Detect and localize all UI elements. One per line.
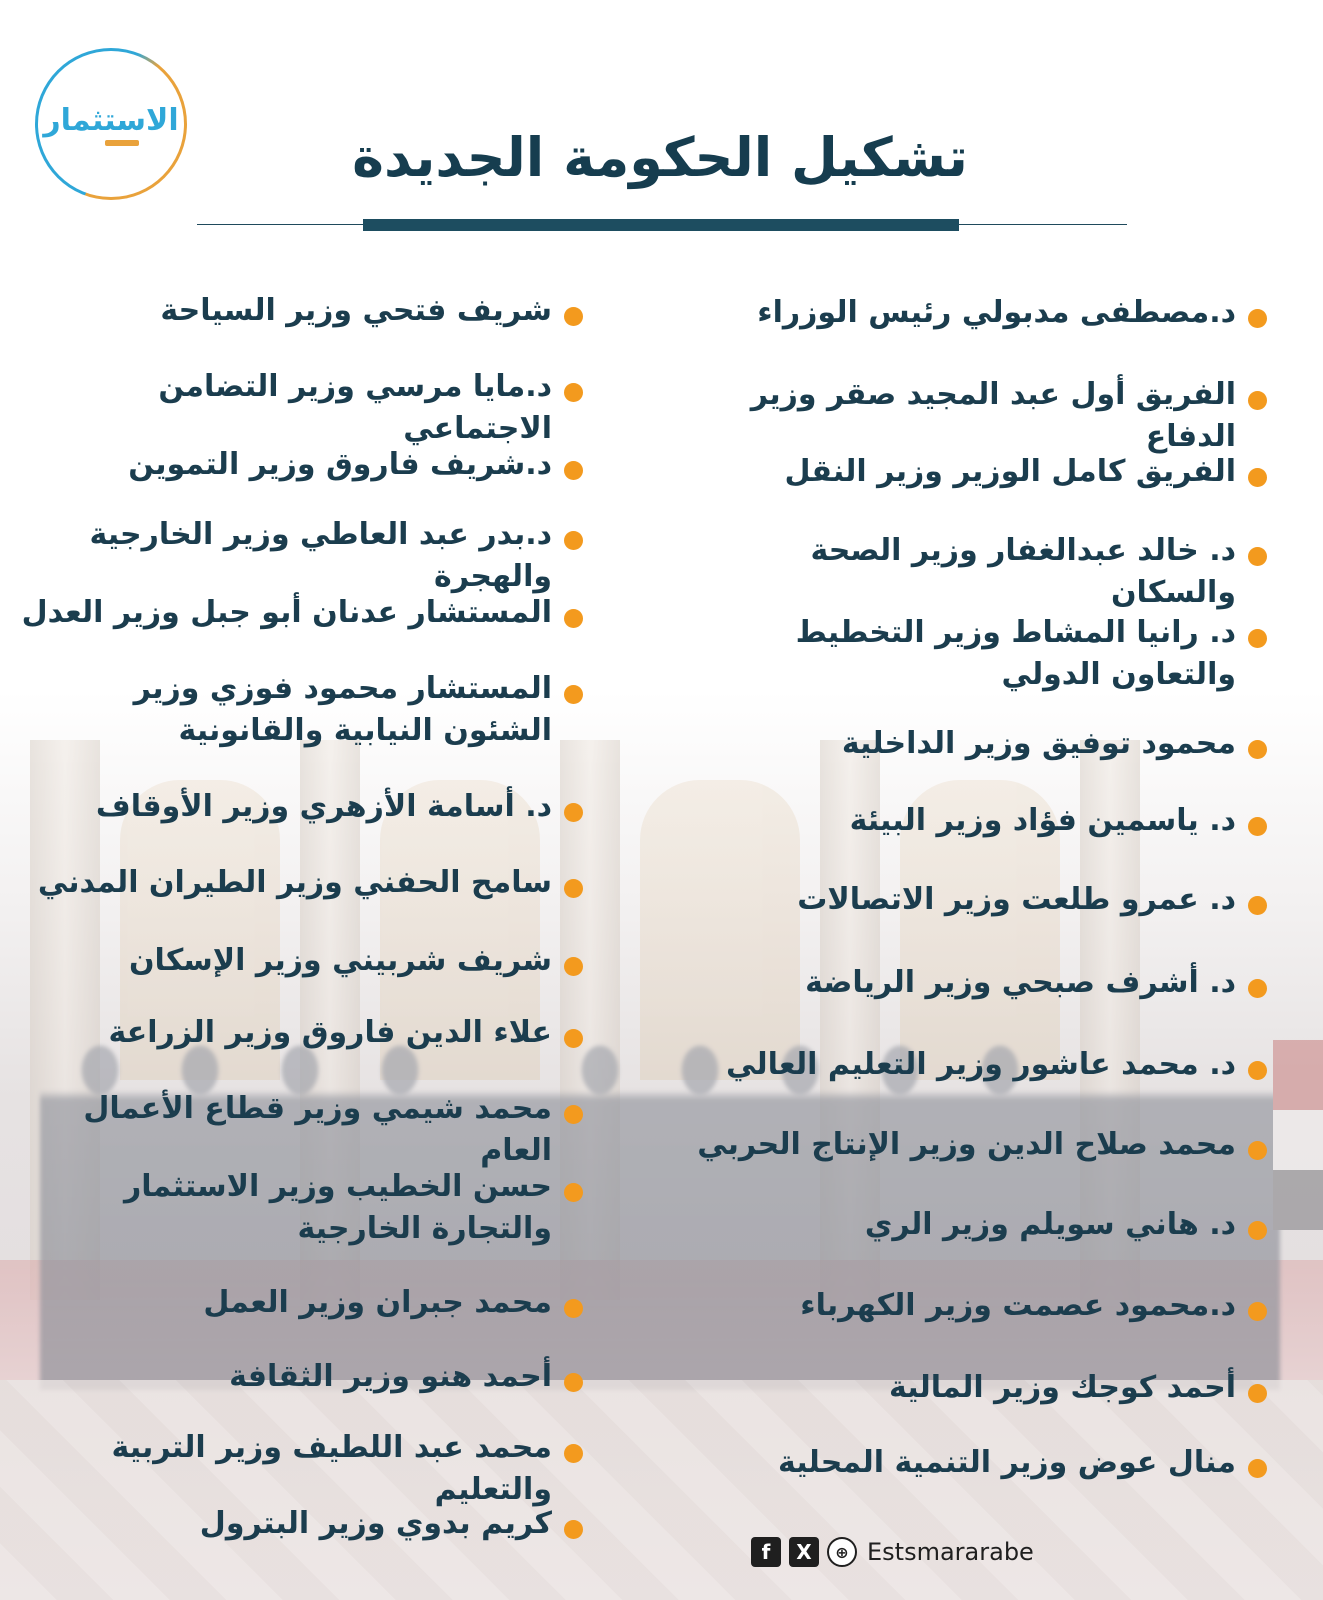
minister-name: محمد صلاح الدين وزير الإنتاج الحربي [697, 1127, 1236, 1162]
minister-name: المستشار عدنان أبو جبل وزير العدل [21, 595, 552, 630]
bullet-dot [1248, 1061, 1267, 1080]
minister-name: د. ياسمين فؤاد وزير البيئة [849, 803, 1236, 838]
list-item [15, 940, 583, 982]
list-item [687, 723, 1267, 765]
list-item [687, 451, 1267, 493]
bullet-dot [1248, 740, 1267, 759]
list-item [687, 1044, 1267, 1086]
bullet-dot [564, 609, 583, 628]
bullet-dot [1248, 817, 1267, 836]
minister-name: د.بدر عبد العاطي وزير الخارجية والهجرة [89, 517, 552, 594]
bullet-dot [1248, 1459, 1267, 1478]
bullet-dot [564, 307, 583, 326]
bullet-dot [1248, 309, 1267, 328]
minister-name: محمد شيمي وزير قطاع الأعمال العام [83, 1091, 552, 1168]
minister-name: د. عمرو طلعت وزير الاتصالات [797, 882, 1236, 917]
minister-name: محمد عبد اللطيف وزير التربية والتعليم [111, 1430, 552, 1507]
bullet-dot [564, 461, 583, 480]
list-item [15, 1427, 583, 1511]
list-item [15, 1088, 583, 1172]
minister-name: علاء الدين فاروق وزير الزراعة [108, 1015, 552, 1050]
list-item [687, 800, 1267, 842]
bullet-dot [564, 685, 583, 704]
bullet-dot [1248, 1221, 1267, 1240]
minister-name: الفريق أول عبد المجيد صقر وزير الدفاع [750, 377, 1236, 454]
bullet-dot [564, 1299, 583, 1318]
bullet-dot [1248, 1302, 1267, 1321]
globe-icon[interactable]: ⊕ [827, 1537, 857, 1567]
minister-name: محمد جبران وزير العمل [203, 1285, 552, 1320]
list-item [15, 1012, 583, 1054]
list-item [687, 1367, 1267, 1409]
title-underline-bar [363, 219, 959, 231]
minister-name: د. رانيا المشاط وزير التخطيط والتعاون الدولي [795, 615, 1236, 692]
bullet-dot [564, 957, 583, 976]
bullet-dot [1248, 896, 1267, 915]
minister-name: منال عوض وزير التنمية المحلية [778, 1445, 1236, 1480]
minister-name: د. خالد عبدالغفار وزير الصحة والسكان [810, 533, 1236, 610]
list-item [15, 366, 583, 450]
minister-name: د. محمد عاشور وزير التعليم العالي [726, 1047, 1236, 1082]
list-item [687, 962, 1267, 1004]
x-icon[interactable]: X [789, 1537, 819, 1567]
minister-name: د. هاني سويلم وزير الري [864, 1207, 1236, 1242]
list-item [687, 530, 1267, 614]
list-item [15, 1166, 583, 1250]
brand-logo [35, 48, 187, 200]
list-item [15, 786, 583, 828]
bullet-dot [564, 1105, 583, 1124]
minister-name: محمود توفيق وزير الداخلية [841, 726, 1236, 761]
minister-name: سامح الحفني وزير الطيران المدني [37, 865, 552, 900]
list-item [15, 862, 583, 904]
list-item [15, 514, 583, 598]
list-item [687, 612, 1267, 696]
minister-name: المستشار محمود فوزي وزير الشئون النيابية والقانونية [133, 671, 552, 748]
bullet-dot [564, 531, 583, 550]
minister-name: أحمد كوجك وزير المالية [889, 1370, 1236, 1405]
minister-name: د.مصطفى مدبولي رئيس الوزراء [757, 295, 1236, 330]
bullet-dot [564, 383, 583, 402]
bullet-dot [564, 1520, 583, 1539]
bullet-dot [564, 1373, 583, 1392]
list-item [687, 1285, 1267, 1327]
list-item [15, 592, 583, 634]
bullet-dot [1248, 1141, 1267, 1160]
list-item [15, 1282, 583, 1324]
facebook-icon[interactable]: f [751, 1537, 781, 1567]
list-item [687, 1442, 1267, 1484]
list-item [15, 444, 583, 486]
bullet-dot [1248, 468, 1267, 487]
bullet-dot [1248, 547, 1267, 566]
social-footer [751, 1535, 1034, 1569]
page-title: تشكيل الحكومة الجديدة [352, 126, 968, 189]
list-item [15, 1356, 583, 1398]
minister-name: د. أسامة الأزهري وزير الأوقاف [95, 789, 552, 824]
minister-name: الفريق كامل الوزير وزير النقل [784, 454, 1236, 489]
list-item [15, 290, 583, 332]
minister-name: حسن الخطيب وزير الاستثمار والتجارة الخارجية [124, 1169, 552, 1246]
minister-name: شريف شربيني وزير الإسكان [128, 943, 552, 978]
list-item [687, 879, 1267, 921]
social-handle[interactable]: Estsmararabe [867, 1538, 1034, 1566]
minister-name: د.محمود عصمت وزير الكهرباء [800, 1288, 1236, 1323]
minister-name: شريف فتحي وزير السياحة [160, 293, 552, 328]
list-item [687, 1124, 1267, 1166]
bullet-dot [564, 1444, 583, 1463]
list-item [15, 1503, 583, 1545]
bullet-dot [1248, 629, 1267, 648]
bullet-dot [564, 803, 583, 822]
bullet-dot [564, 1029, 583, 1048]
bullet-dot [1248, 979, 1267, 998]
minister-name: د. أشرف صبحي وزير الرياضة [805, 965, 1236, 1000]
bullet-dot [1248, 1384, 1267, 1403]
list-item [687, 292, 1267, 334]
list-item [15, 668, 583, 752]
bullet-dot [1248, 391, 1267, 410]
minister-name: كريم بدوي وزير البترول [199, 1506, 552, 1541]
logo-text: الاستثمار [43, 102, 179, 138]
minister-name: د.مايا مرسي وزير التضامن الاجتماعي [158, 369, 552, 446]
list-item [687, 374, 1267, 458]
bullet-dot [564, 879, 583, 898]
minister-name: د.شريف فاروق وزير التموين [128, 447, 552, 482]
list-item [687, 1204, 1267, 1246]
logo-accent-bar [105, 140, 139, 146]
minister-name: أحمد هنو وزير الثقافة [229, 1359, 552, 1394]
bullet-dot [564, 1183, 583, 1202]
